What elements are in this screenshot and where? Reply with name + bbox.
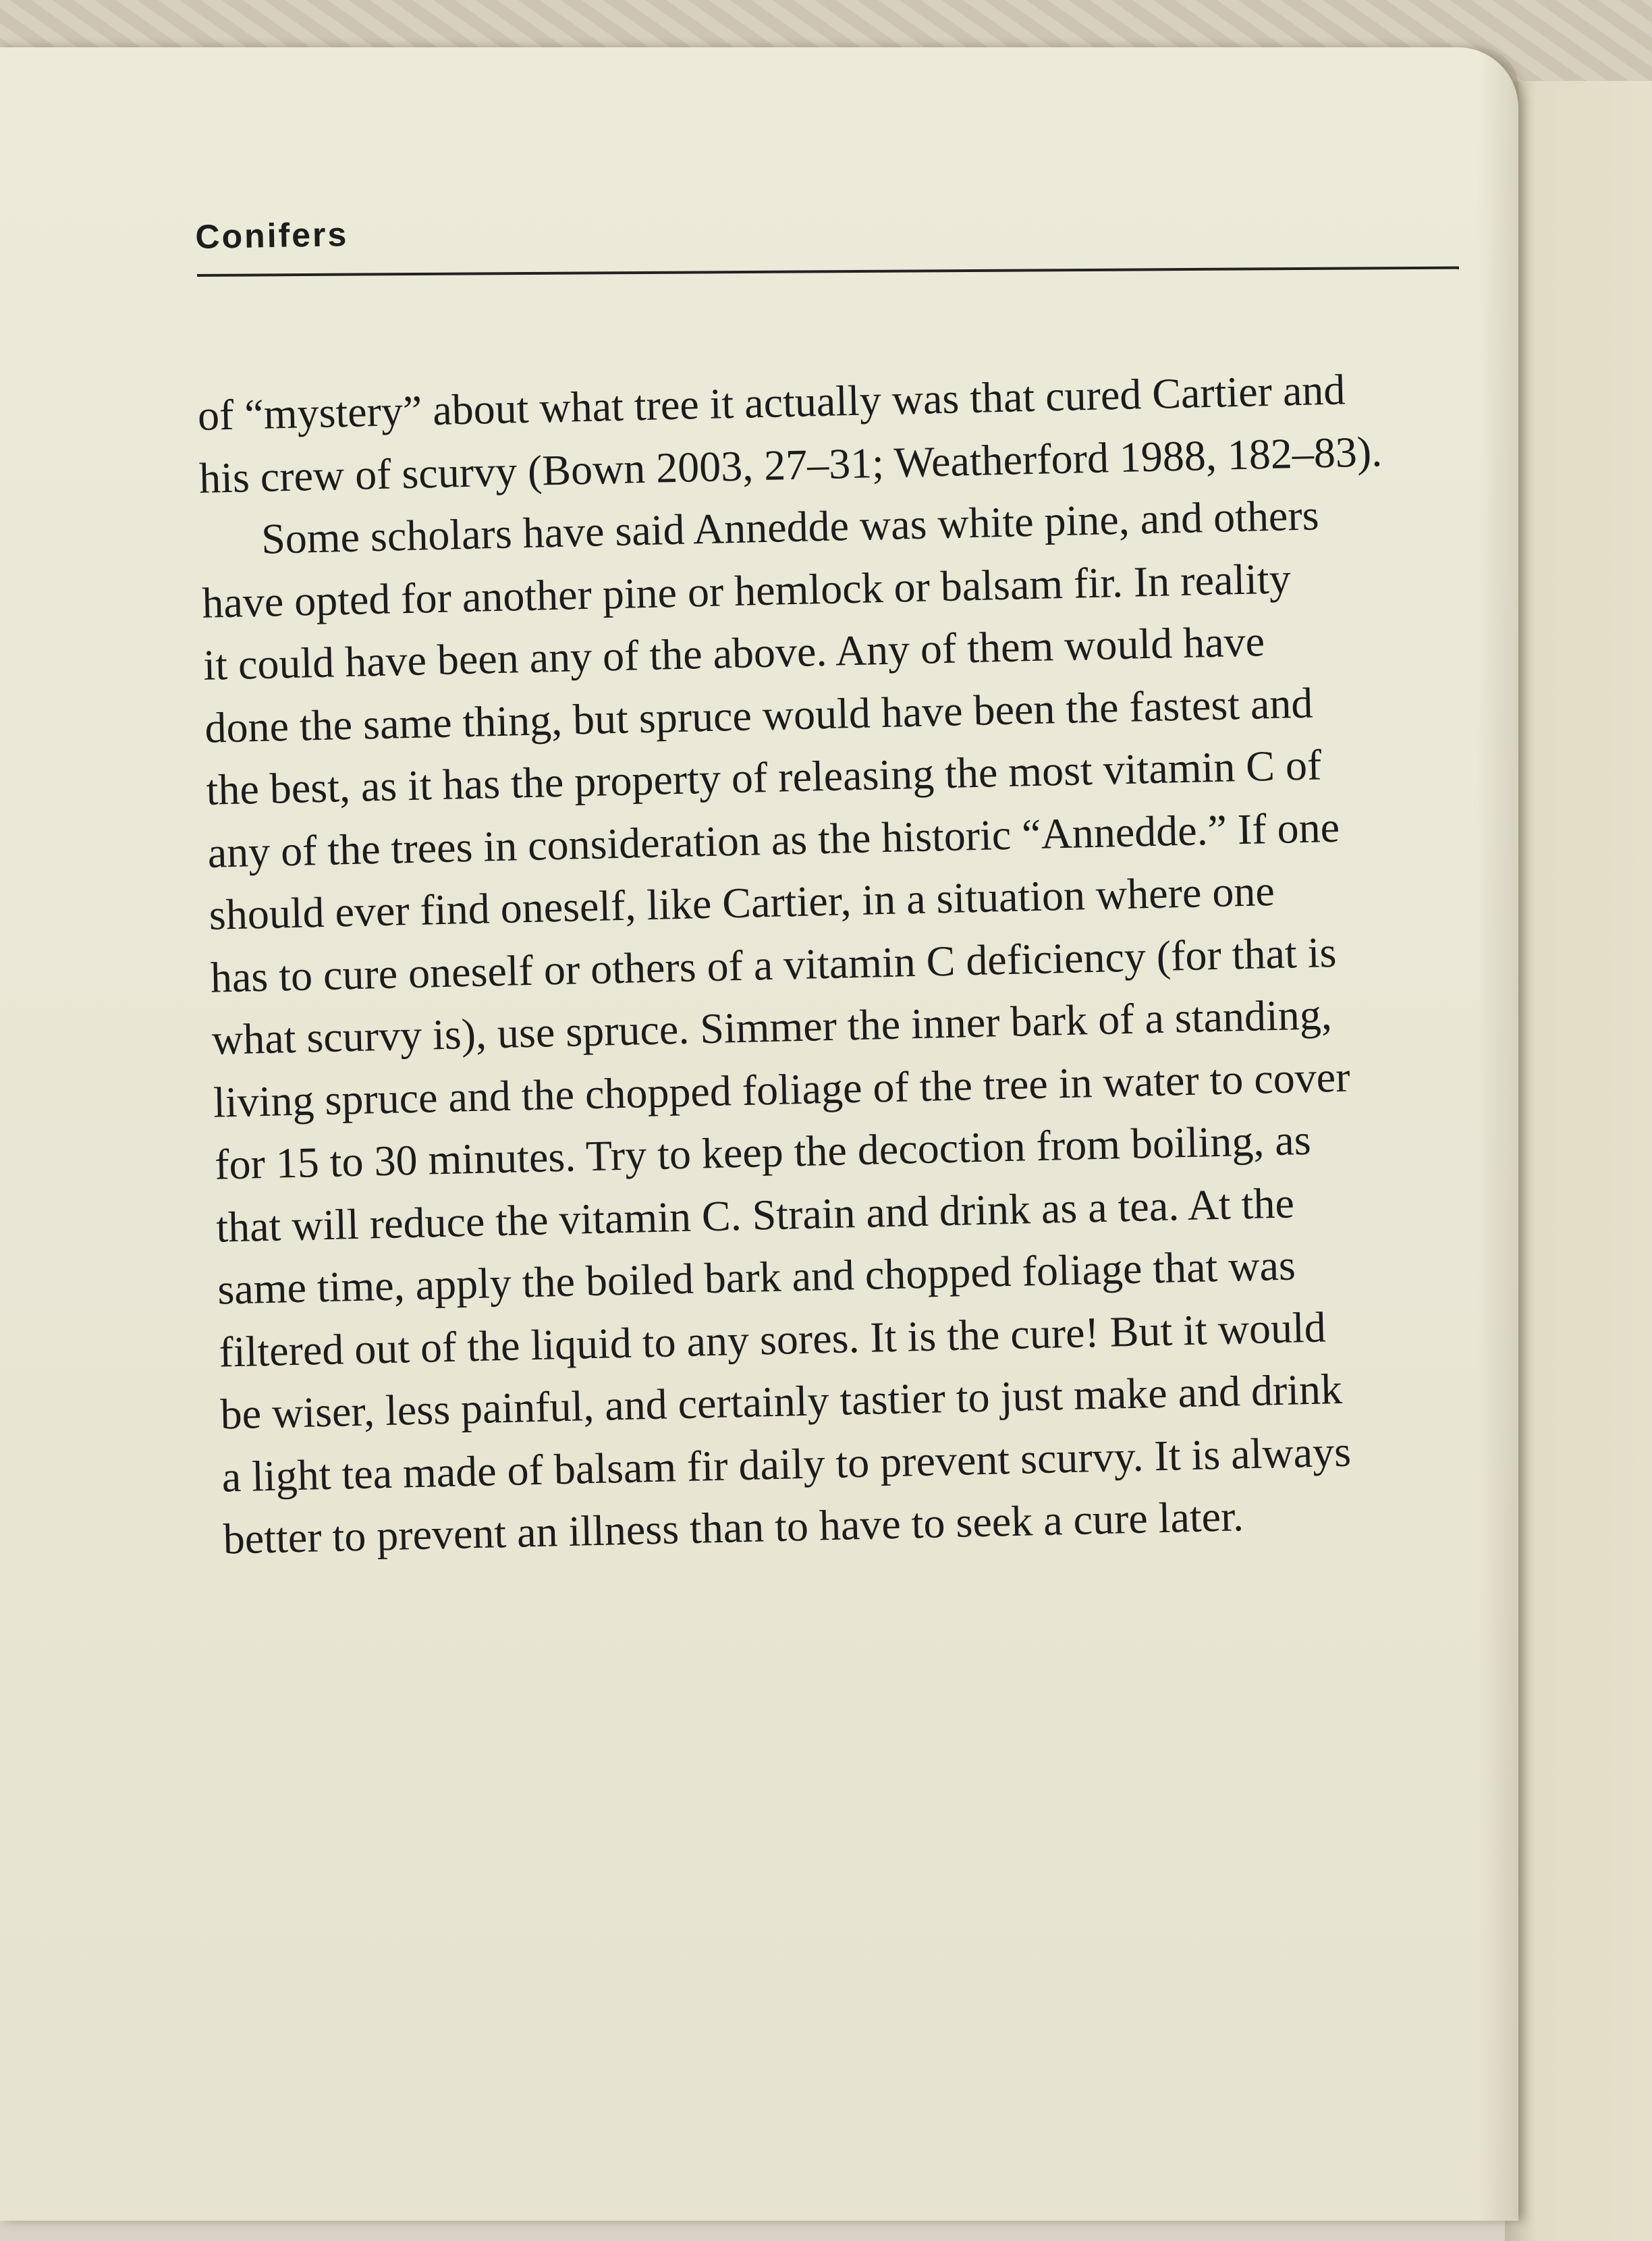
- book-page: [0, 47, 1518, 2221]
- header-rule: [197, 267, 1459, 277]
- text-line: that will reduce the vitamin C. Strain and drink as a tea. At the: [215, 1178, 1295, 1251]
- text-line: filtered out of the liquid to any sores. It is the cure! But it would: [218, 1302, 1327, 1376]
- facing-page-edge: [1505, 81, 1652, 2241]
- text-line: the best, as it has the property of releasing the most vitamin C of: [205, 740, 1322, 814]
- text-line: have opted for another pine or hemlock or balsam fir. In reality: [201, 554, 1292, 627]
- text-line: a light tea made of balsam fir daily to prevent scurvy. It is always: [221, 1427, 1352, 1501]
- text-line: done the same thing, but spruce would have been the fastest and: [204, 678, 1314, 752]
- text-line: any of the trees in consideration as the historic “Annedde.” If one: [206, 803, 1340, 877]
- body-text: [197, 356, 1465, 1571]
- text-line: for 15 to 30 minutes. Try to keep the decoction from boiling, as: [214, 1115, 1312, 1189]
- text-line: same time, apply the boiled bark and chopped foliage that was: [217, 1241, 1296, 1314]
- text-line: be wiser, less painful, and certainly tastier to just make and drink: [219, 1364, 1343, 1438]
- text-line: of “mystery” about what tree it actually was that cured Cartier and: [197, 365, 1346, 439]
- text-line: has to cure oneself or others of a vitamin C deficiency (for that is: [210, 927, 1338, 1002]
- text-line: better to prevent an illness than to have to seek a cure later.: [223, 1492, 1244, 1563]
- paragraph-first-line: Some scholars have said Annedde was white pine, and others: [260, 491, 1320, 563]
- running-head: Conifers: [195, 215, 349, 256]
- text-line: living spruce and the chopped foliage of the tree in water to cover: [213, 1052, 1351, 1127]
- text-line: his crew of scurvy (Bown 2003, 27–31; Weatherford 1988, 182–83).: [198, 427, 1383, 502]
- text-line: should ever find oneself, like Cartier, in a situation where one: [209, 866, 1275, 939]
- text-line: it could have been any of the above. Any of them would have: [202, 617, 1265, 689]
- text-line: what scurvy is), use spruce. Simmer the inner bark of a standing,: [211, 990, 1333, 1064]
